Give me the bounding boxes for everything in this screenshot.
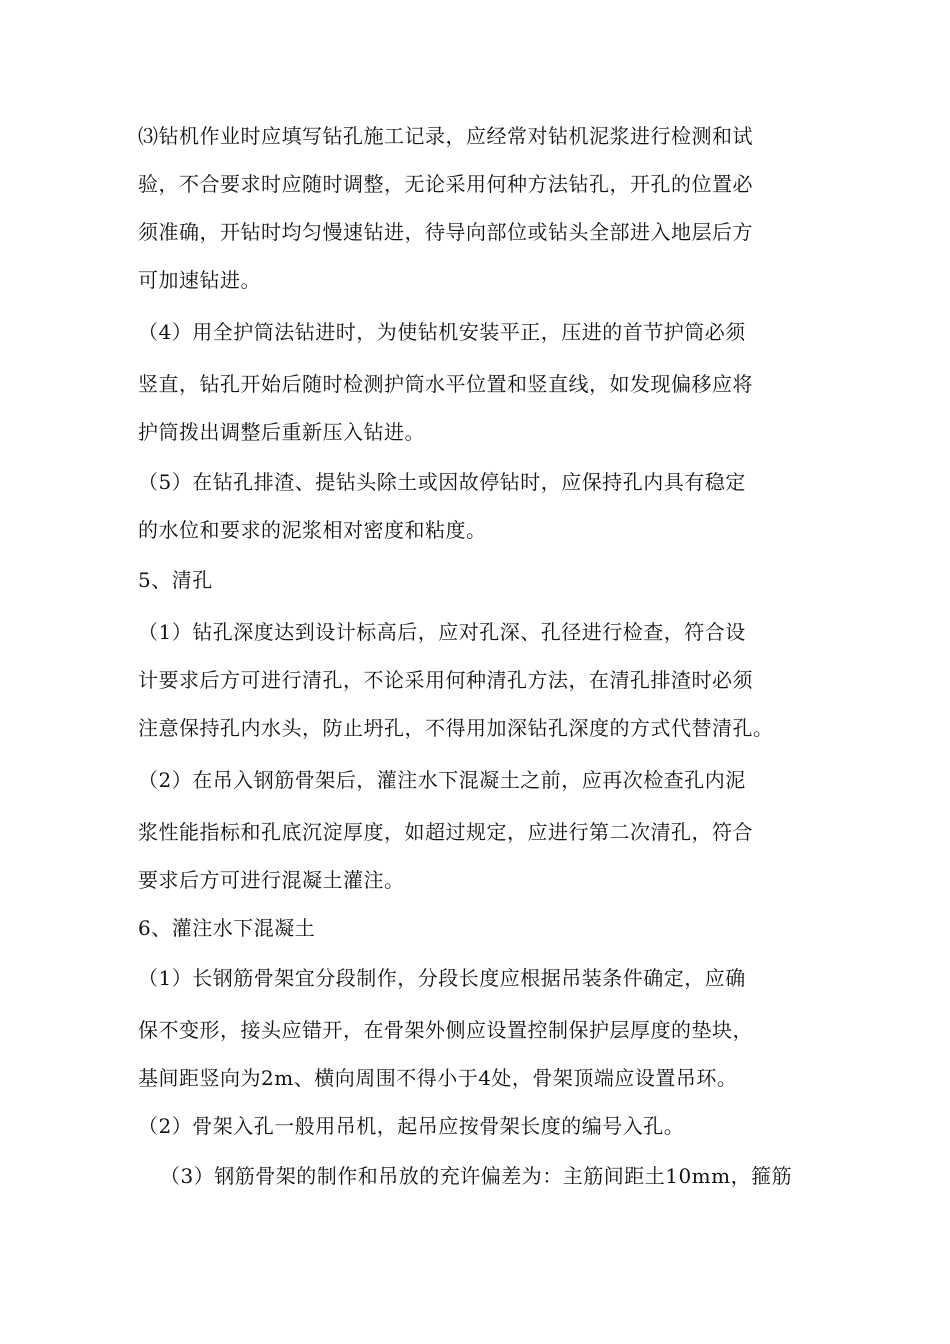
section-heading-6: 6、灌注水下混凝土 (138, 916, 316, 940)
pour-item-2-line-1: （2）骨架入孔一般用吊机，起吊应按骨架长度的编号入孔。 (138, 1114, 685, 1138)
paragraph-3-line-4: 可加速钻进。 (138, 268, 261, 292)
clean-item-2-line-1: （2）在吊入钢筋骨架后，灌注水下混凝土之前，应再次检查孔内泥 (138, 768, 746, 792)
paragraph-4-line-1: （4）用全护筒法钻进时，为使钻机安装平正，压进的首节护筒必须 (138, 320, 746, 344)
pour-item-3-line-1: （3）钢筋骨架的制作和吊放的充许偏差为：主筋间距土10mm，箍筋 (160, 1164, 793, 1188)
paragraph-5-line-1: （5）在钻孔排渣、提钻头除土或因故停钻时，应保持孔内具有稳定 (138, 470, 746, 494)
paragraph-4-line-2: 竖直，钻孔开始后随时检测护筒水平位置和竖直线，如发现偏移应将 (138, 372, 753, 396)
paragraph-3-line-1: ⑶钻机作业时应填写钻孔施工记录，应经常对钻机泥浆进行检测和试 (138, 124, 753, 148)
clean-item-1-line-1: （1）钻孔深度达到设计标高后，应对孔深、孔径进行检查，符合设 (138, 620, 746, 644)
pour-item-1-line-3: 基间距竖向为2m、横向周围不得小于4处，骨架顶端应设置吊环。 (138, 1066, 738, 1090)
pour-item-1-line-1: （1）长钢筋骨架宜分段制作，分段长度应根据吊装条件确定，应确 (138, 966, 746, 990)
paragraph-3-line-3: 须准确，开钻时均匀慢速钻进，待导向部位或钻头全部进入地层后方 (138, 220, 753, 244)
clean-item-2-line-3: 要求后方可进行混凝土灌注。 (138, 868, 405, 892)
clean-item-2-line-2: 浆性能指标和孔底沉淀厚度，如超过规定，应进行第二次清孔，符合 (138, 820, 753, 844)
clean-item-1-line-2: 计要求后方可进行清孔，不论采用何种清孔方法，在清孔排渣时必须 (138, 668, 753, 692)
section-heading-5: 5、清孔 (138, 568, 213, 592)
clean-item-1-line-3: 注意保持孔内水头，防止坍孔，不得用加深钻孔深度的方式代替清孔。 (138, 716, 774, 740)
paragraph-4-line-3: 护筒拨出调整后重新压入钻进。 (138, 420, 425, 444)
pour-item-1-line-2: 保不变形，接头应错开，在骨架外侧应设置控制保护层厚度的垫块， (138, 1018, 753, 1042)
paragraph-3-line-2: 验，不合要求时应随时调整，无论采用何种方法钻孔，开孔的位置必 (138, 172, 753, 196)
paragraph-5-line-2: 的水位和要求的泥浆相对密度和粘度。 (138, 518, 487, 542)
